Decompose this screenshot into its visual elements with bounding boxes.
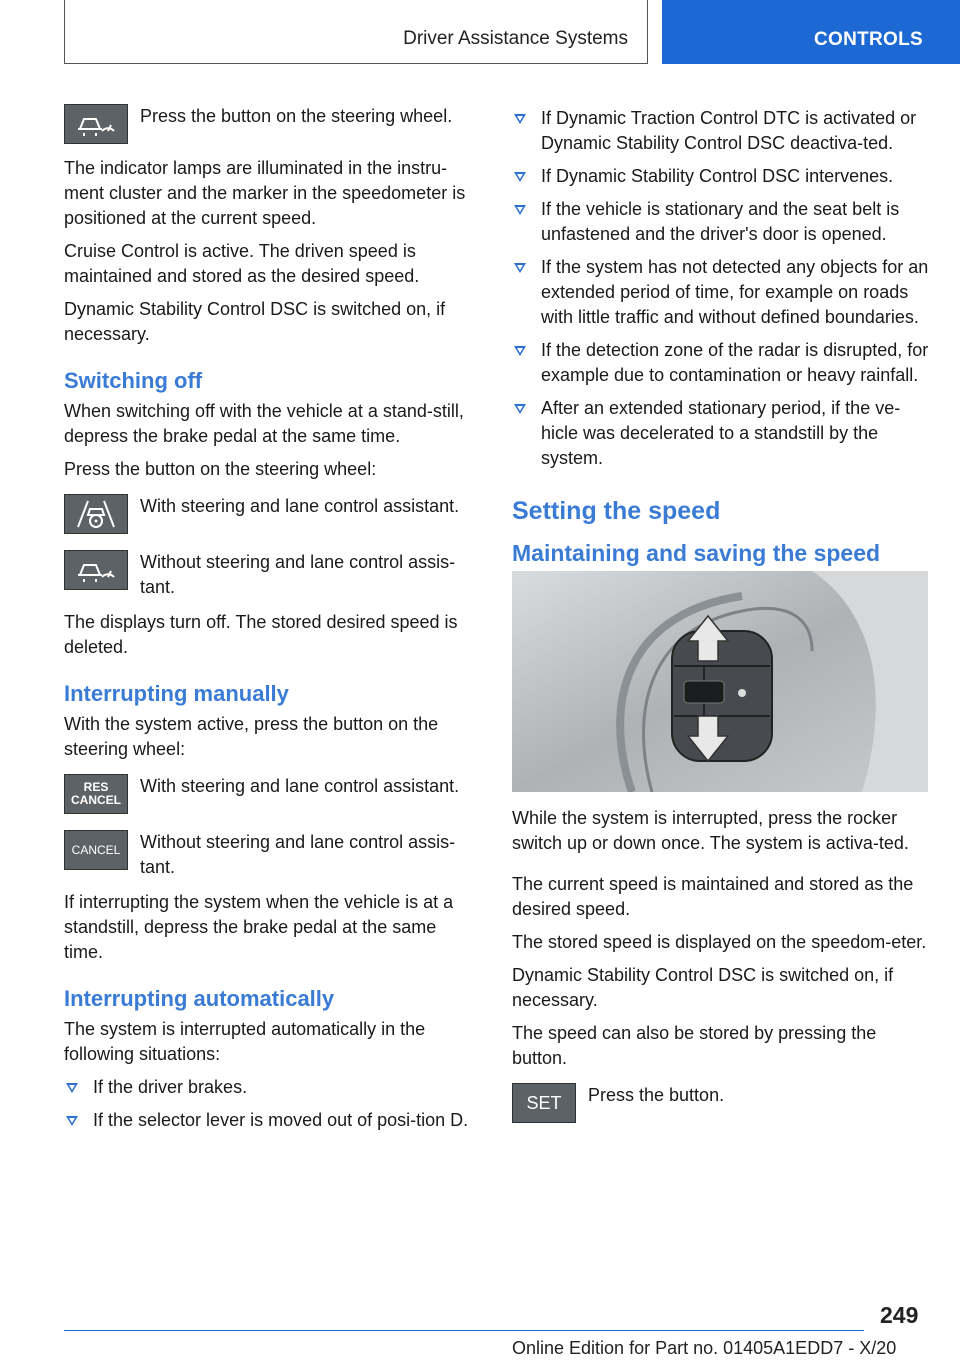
lane-control-icon	[64, 494, 128, 534]
paragraph: The stored speed is displayed on the speedom-eter.	[512, 932, 927, 952]
paragraph: The displays turn off. The stored desired speed is deleted.	[64, 612, 458, 657]
paragraph: With the system active, press the button on the steering wheel:	[64, 714, 439, 759]
heading-interrupting-manually: Interrupting manually	[64, 681, 289, 706]
section-title: Driver Assistance Systems	[403, 28, 628, 49]
paragraph: When switching off with the vehicle at a stand-still, depress the brake pedal at the same time.	[64, 401, 464, 446]
list-item: If Dynamic Stability Control DSC intervenes.	[512, 164, 930, 189]
paragraph: The indicator lamps are illuminated in the instru-ment cluster and the marker in the speedometer is positioned at the current speed.	[64, 158, 466, 228]
list-item: After an extended stationary period, if the ve-hicle was decelerated to a standstill by the system.	[512, 396, 930, 471]
icon-row-cancel	[64, 826, 478, 880]
cruise-control-icon	[64, 104, 128, 144]
bullet-triangle-icon	[514, 172, 526, 182]
without-lane-assist-text: Without steering and lane control assis-tant.	[140, 832, 456, 877]
paragraph: While the system is interrupted, press the rocker switch up or down once. The system is activa-ted.	[512, 808, 909, 853]
paragraph: The current speed is maintained and stored as the desired speed.	[512, 874, 914, 919]
paragraph: Press the button on the steering wheel:	[64, 459, 377, 479]
bullet-triangle-icon	[514, 346, 526, 356]
paragraph: Dynamic Stability Control DSC is switched on, if necessary.	[64, 299, 446, 344]
bullet-list	[512, 106, 930, 471]
press-button-text: Press the button.	[588, 1085, 725, 1105]
list-item: If the detection zone of the radar is disrupted, for example due to contamination or heavy rainfall.	[512, 338, 930, 388]
cancel-button-icon	[64, 830, 128, 870]
edition-text: Online Edition for Part no. 01405A1EDD7 - X/20	[512, 1338, 897, 1358]
set-button-icon	[512, 1083, 576, 1123]
with-lane-assist-text: With steering and lane control assistant.	[140, 496, 460, 516]
list-item: If the selector lever is moved out of posi-tion D.	[64, 1108, 478, 1133]
icon-row-res-cancel	[64, 770, 478, 816]
icon-row-no-lane-assist	[64, 546, 478, 600]
cruise-control-icon	[64, 550, 128, 590]
steering-wheel-rocker-image	[512, 571, 928, 792]
heading-switching-off: Switching off	[64, 368, 203, 393]
page-number: 249	[880, 1302, 919, 1328]
paragraph: Cruise Control is active. The driven speed is maintained and stored as the desired speed.	[64, 241, 420, 286]
paragraph: The system is interrupted automatically in the following situations:	[64, 1019, 426, 1064]
left-column	[64, 100, 478, 1141]
bullet-triangle-icon	[514, 263, 526, 273]
list-item: If the system has not detected any objects for an extended period of time, for example on roads with little traffic and without defined boundaries.	[512, 255, 930, 330]
cancel-label: CANCEL	[71, 843, 121, 857]
chapter-tab	[662, 0, 960, 64]
bullet-triangle-icon	[514, 404, 526, 414]
paragraph: Dynamic Stability Control DSC is switched on, if necessary.	[512, 965, 894, 1010]
with-lane-assist-text: With steering and lane control assistant.	[140, 776, 460, 796]
right-column	[512, 106, 930, 1135]
press-button-text: Press the button on the steering wheel.	[140, 106, 453, 126]
res-cancel-button-icon	[64, 774, 128, 814]
res-label: RES	[83, 780, 109, 794]
icon-row-cruise	[64, 100, 478, 146]
cancel-label: CANCEL	[71, 793, 121, 807]
footer-divider	[64, 1330, 864, 1331]
chapter-title: CONTROLS	[814, 29, 924, 50]
list-item: If the driver brakes.	[64, 1075, 478, 1100]
bullet-triangle-icon	[66, 1083, 78, 1093]
paragraph: If interrupting the system when the vehicle is at a standstill, depress the brake pedal at the same time.	[64, 892, 454, 962]
bullet-triangle-icon	[514, 114, 526, 124]
set-label: SET	[526, 1092, 562, 1113]
list-item: If Dynamic Traction Control DTC is activated or Dynamic Stability Control DSC deactiva-ted.	[512, 106, 930, 156]
bullet-list	[64, 1075, 478, 1133]
bullet-triangle-icon	[66, 1116, 78, 1126]
bullet-triangle-icon	[514, 205, 526, 215]
heading-interrupting-automatically: Interrupting automatically	[64, 986, 335, 1011]
icon-row-lane-assist	[64, 490, 478, 536]
heading-maintaining-speed: Maintaining and saving the speed	[512, 540, 881, 566]
icon-row-set	[512, 1079, 930, 1125]
heading-setting-speed: Setting the speed	[512, 497, 721, 525]
paragraph: The speed can also be stored by pressing the button.	[512, 1023, 877, 1068]
without-lane-assist-text: Without steering and lane control assis-tant.	[140, 552, 456, 597]
list-item: If the vehicle is stationary and the seat belt is unfastened and the driver's door is opened.	[512, 197, 930, 247]
